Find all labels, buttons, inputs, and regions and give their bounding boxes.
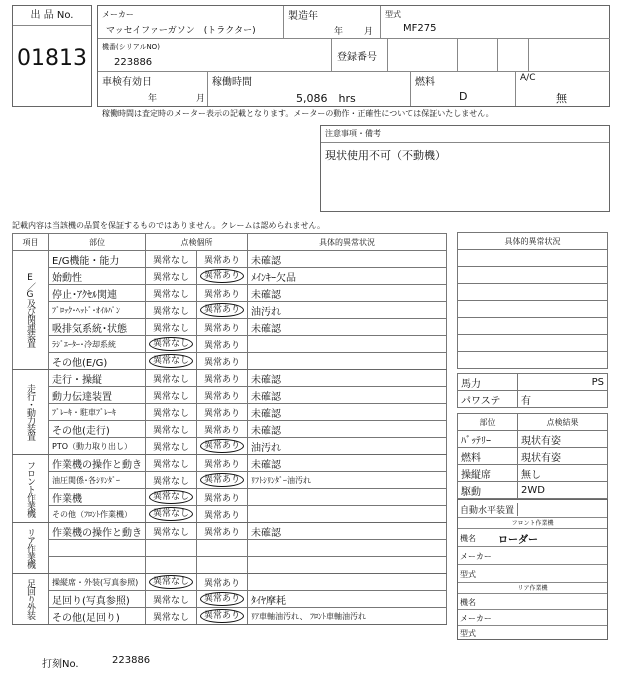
table-row (13, 336, 447, 353)
parts-part: ﾊﾞｯﾃﾘｰ (458, 431, 518, 448)
part-name: その他(走行) (49, 421, 146, 438)
part-name: 操縦席・外装(写真参照) (49, 574, 146, 591)
check-ng[interactable] (197, 472, 248, 489)
inspection-year-unit: 年 (148, 94, 158, 104)
check-ng[interactable] (197, 353, 248, 370)
part-name: その他(E/G) (49, 353, 146, 370)
circled-ok-label: 異常なし (149, 354, 193, 368)
part-name (49, 557, 146, 574)
header-detail: 具体的異常状況 (248, 234, 447, 251)
ng-label: 異常あり (204, 289, 241, 300)
check-ok[interactable] (146, 421, 197, 438)
stamp-value: 223886 (112, 655, 151, 666)
abnormal-note: 未確認 (248, 523, 447, 540)
ok-label: 異常なし (153, 391, 190, 402)
remarks-label: 注意事項・備考 (321, 126, 609, 143)
parts-result: 現状有姿 (518, 431, 608, 448)
hp-table (457, 373, 608, 408)
table-row (13, 523, 447, 540)
hours-value: 5,086 hrs (296, 92, 356, 105)
check-ng[interactable] (197, 608, 248, 625)
disclaimer: 記載内容は当該機の品質を保証するものではありません。クレームは認められません。 (12, 221, 325, 230)
table-row (13, 540, 447, 557)
abnormal-note: 未確認 (248, 404, 447, 421)
abnormal-note (248, 557, 447, 574)
check-ng[interactable] (197, 574, 248, 591)
registration-cell (498, 39, 529, 72)
part-name: ﾌﾞﾛｯｸ･ﾍｯﾄﾞ･ｵｲﾙﾊﾟﾝ (49, 302, 146, 319)
part-name: 動力伝達装置 (49, 387, 146, 404)
check-ng[interactable] (197, 438, 248, 455)
ng-label: 異常あり (204, 493, 241, 504)
check-ok[interactable] (146, 608, 197, 625)
serial-value: 223886 (114, 57, 153, 68)
table-row (13, 353, 447, 370)
ok-label: 異常なし (153, 425, 190, 436)
leveler-label: 自動水平装置 (460, 503, 518, 516)
abnormal-note: ﾀｲﾔ摩耗 (248, 591, 447, 608)
registration-cell (529, 39, 610, 72)
check-ng[interactable] (197, 302, 248, 319)
table-header (13, 234, 447, 251)
side-abnormal-row (458, 267, 608, 284)
parts-result: 無し (518, 465, 608, 482)
inspection-label: 車検有効日 (102, 77, 152, 88)
part-name: 走行・操縦 (49, 370, 146, 387)
table-row (13, 404, 447, 421)
check-ok[interactable] (146, 353, 197, 370)
circled-ok-label: 異常なし (149, 507, 193, 521)
abnormal-note: 未確認 (248, 387, 447, 404)
table-row (13, 285, 447, 302)
abnormal-note (248, 489, 447, 506)
front-name-label: 機名 (460, 534, 476, 543)
ok-label: 異常なし (153, 272, 190, 283)
model-value: MF275 (403, 23, 437, 34)
circled-ok-label: 異常なし (149, 575, 193, 589)
table-row (13, 506, 447, 523)
hours-label: 稼働時間 (212, 77, 252, 88)
ok-label: 異常なし (153, 459, 190, 470)
part-name: 吸排気系統･状態 (49, 319, 146, 336)
ng-label: 異常あり (204, 255, 241, 266)
ng-label: 異常あり (204, 408, 241, 419)
part-name: E/G機能・能力 (49, 251, 146, 268)
parts-header-result: 点検結果 (518, 414, 608, 431)
group-label: 足回り外装 (13, 574, 49, 625)
maker-label: メーカー (102, 10, 134, 19)
vehicle-info-grid (97, 5, 610, 107)
check-ok[interactable] (146, 523, 197, 540)
parts-result: 現状有姿 (518, 448, 608, 465)
ng-label: 異常あり (204, 578, 241, 589)
hours-note: 稼働時間は査定時のメーター表示の記載となります。メーターの動作・正確性については保証いたしません。 (102, 109, 494, 118)
part-name: 作業機 (49, 489, 146, 506)
group-label: リア作業機 (13, 523, 49, 574)
ok-label: 異常なし (153, 374, 190, 385)
ok-label: 異常なし (153, 408, 190, 419)
year-unit: 年 (334, 27, 344, 37)
check-ok[interactable] (146, 506, 197, 523)
part-name: その他(足回り) (49, 608, 146, 625)
power-steering-label: パワステ (458, 391, 518, 408)
part-name: ﾗｼﾞｴｰﾀｰ･冷却系統 (49, 336, 146, 353)
ng-label: 異常あり (204, 527, 241, 538)
hp-label: 馬力 (458, 374, 518, 391)
abnormal-note: 未確認 (248, 370, 447, 387)
front-model-label: 型式 (460, 570, 476, 579)
parts-row (458, 482, 608, 499)
table-row (13, 489, 447, 506)
check-ok[interactable] (146, 404, 197, 421)
side-abnormal-row (458, 301, 608, 318)
remarks-box (320, 125, 610, 212)
abnormal-note: 油汚れ (248, 438, 447, 455)
parts-part: 駆動 (458, 482, 518, 499)
circled-ok-label: 異常なし (149, 490, 193, 504)
stamp-label: 打刻No. (42, 659, 79, 670)
inspection-month-unit: 月 (196, 94, 206, 104)
check-ok[interactable] (146, 251, 197, 268)
check-ok[interactable] (146, 574, 197, 591)
table-row (13, 557, 447, 574)
check-ng[interactable] (197, 404, 248, 421)
check-ng[interactable] (197, 591, 248, 608)
ng-label: 異常あり (204, 374, 241, 385)
table-row (13, 455, 447, 472)
circled-ok-label: 異常なし (149, 337, 193, 351)
registration-cell (458, 39, 498, 72)
front-name-value: ローダー (498, 535, 538, 546)
parts-row (458, 431, 608, 448)
circled-ng-label: 異常あり (200, 592, 244, 606)
ok-label: 異常なし (153, 595, 190, 606)
lot-number: 01813 (17, 46, 87, 71)
ng-label: 異常あり (204, 357, 241, 368)
rear-maker-label: メーカー (460, 614, 492, 623)
ac-value: 無 (556, 92, 567, 105)
rear-model-label: 型式 (460, 629, 476, 638)
check-ok[interactable] (146, 438, 197, 455)
check-ok[interactable] (146, 489, 197, 506)
model-label: 型式 (385, 10, 401, 19)
ok-label: 異常なし (153, 306, 190, 317)
header-check: 点検個所 (146, 234, 248, 251)
abnormal-note (248, 353, 447, 370)
ok-label: 異常なし (153, 289, 190, 300)
part-name: PTO（動力取り出し） (49, 438, 146, 455)
rear-header: リア作業機 (458, 583, 607, 594)
side-abnormal-row (458, 284, 608, 301)
rear-name-label: 機名 (460, 598, 476, 607)
front-maker-label: メーカー (460, 552, 492, 561)
check-ng[interactable] (197, 268, 248, 285)
circled-ng-label: 異常あり (200, 303, 244, 317)
abnormal-note (248, 336, 447, 353)
check-ng[interactable] (197, 251, 248, 268)
ok-label: 異常なし (153, 612, 190, 623)
ok-label: 異常なし (153, 255, 190, 266)
abnormal-note: 未確認 (248, 319, 447, 336)
ok-label: 異常なし (153, 476, 190, 487)
side-abnormal-row (458, 318, 608, 335)
circled-ng-label: 異常あり (200, 439, 244, 453)
table-row (13, 438, 447, 455)
registration-cell (388, 39, 458, 72)
table-row (13, 251, 447, 268)
circled-ng-label: 異常あり (200, 473, 244, 487)
abnormal-note (248, 540, 447, 557)
part-name: 停止･ｱｸｾﾙ関連 (49, 285, 146, 302)
ok-label: 異常なし (153, 442, 190, 453)
table-row (13, 608, 447, 625)
parts-row (458, 465, 608, 482)
check-ok[interactable] (146, 319, 197, 336)
side-abnormal-row (458, 335, 608, 352)
circled-ng-label: 異常あり (200, 609, 244, 623)
side-abnormal-row (458, 352, 608, 369)
inspection-table (12, 233, 447, 625)
abnormal-note: 未確認 (248, 455, 447, 472)
group-label: 走行・動力装置 (13, 370, 49, 455)
check-ok[interactable] (146, 336, 197, 353)
header-part: 部位 (49, 234, 146, 251)
ng-label: 異常あり (204, 510, 241, 521)
serial-label: 機番(シリアルNO) (102, 43, 160, 51)
part-name: 油圧関係･各ｼﾘﾝﾀﾞｰ (49, 472, 146, 489)
check-ok[interactable] (146, 370, 197, 387)
abnormal-note: ﾘｱ車軸油汚れ、 ﾌﾛﾝﾄ車軸油汚れ (248, 608, 447, 625)
table-row (13, 591, 447, 608)
registration-label: 登録番号 (337, 52, 377, 63)
header-item: 項目 (13, 234, 49, 251)
parts-table (457, 413, 608, 499)
part-name: 足回り(写真参照) (49, 591, 146, 608)
ng-label: 異常あり (204, 340, 241, 351)
parts-part: 燃料 (458, 448, 518, 465)
attachment-box (457, 499, 608, 640)
check-ok[interactable] (146, 387, 197, 404)
ng-label: 異常あり (204, 425, 241, 436)
check-ng[interactable] (197, 319, 248, 336)
abnormal-note: ﾒｲﾝｷｰ欠品 (248, 268, 447, 285)
part-name: その他（ﾌﾛﾝﾄ作業機） (49, 506, 146, 523)
check-ng[interactable] (197, 387, 248, 404)
part-name: 始動性 (49, 268, 146, 285)
front-header: フロント作業機 (458, 518, 607, 529)
remarks-text: 現状使用不可（不動機） (325, 149, 446, 162)
hp-unit: PS (518, 374, 608, 391)
check-ng[interactable] (197, 489, 248, 506)
side-abnormal-row (458, 250, 608, 267)
abnormal-note: 油汚れ (248, 302, 447, 319)
table-row (13, 387, 447, 404)
year-label: 製造年 (288, 11, 318, 22)
table-row (13, 268, 447, 285)
check-ok[interactable] (146, 591, 197, 608)
side-abnormal-table (457, 232, 608, 369)
parts-part: 操縦席 (458, 465, 518, 482)
abnormal-note: ﾘﾌﾄｼﾘﾝﾀﾞｰ油汚れ (248, 472, 447, 489)
power-steering-value: 有 (518, 391, 608, 408)
fuel-value: D (459, 90, 468, 103)
check-ng[interactable] (197, 370, 248, 387)
ok-label: 異常なし (153, 323, 190, 334)
ac-label: A/C (520, 73, 536, 83)
ng-label: 異常あり (204, 391, 241, 402)
table-row (13, 370, 447, 387)
check-ok[interactable] (146, 455, 197, 472)
check-ok[interactable] (146, 472, 197, 489)
fuel-label: 燃料 (415, 77, 435, 88)
ng-label: 異常あり (204, 459, 241, 470)
abnormal-note: 未確認 (248, 285, 447, 302)
lot-number-box (12, 5, 92, 107)
month-unit: 月 (364, 27, 374, 37)
check-ng[interactable] (197, 523, 248, 540)
circled-ng-label: 異常あり (200, 269, 244, 283)
part-name: ﾌﾞﾚｰｷ・駐車ﾌﾞﾚｰｷ (49, 404, 146, 421)
part-name: 作業機の操作と動き (49, 455, 146, 472)
table-row (13, 421, 447, 438)
check-ng[interactable] (197, 336, 248, 353)
ok-label: 異常なし (153, 527, 190, 538)
lot-label: 出 品 No. (13, 6, 91, 26)
part-name: 作業機の操作と動き (49, 523, 146, 540)
table-row (13, 472, 447, 489)
parts-result: 2WD (518, 482, 608, 499)
check-ng[interactable] (197, 285, 248, 302)
check-ng[interactable] (197, 506, 248, 523)
group-label: E／G及び関連装置 (13, 251, 49, 370)
ng-label: 異常あり (204, 323, 241, 334)
maker-value: マッセイファーガソン (トラクター) (106, 26, 256, 36)
abnormal-note (248, 574, 447, 591)
check-ng[interactable] (197, 421, 248, 438)
parts-row (458, 448, 608, 465)
abnormal-note: 未確認 (248, 421, 447, 438)
check-ok[interactable] (146, 302, 197, 319)
table-row (13, 319, 447, 336)
parts-header-part: 部位 (458, 414, 518, 431)
group-label: フロント作業機 (13, 455, 49, 523)
check-ok[interactable] (146, 285, 197, 302)
table-row (13, 574, 447, 591)
check-ng[interactable] (197, 455, 248, 472)
check-ok[interactable] (146, 268, 197, 285)
part-name (49, 540, 146, 557)
side-abnormal-header: 具体的異常状況 (458, 233, 608, 250)
abnormal-note: 未確認 (248, 251, 447, 268)
abnormal-note (248, 506, 447, 523)
table-row (13, 302, 447, 319)
